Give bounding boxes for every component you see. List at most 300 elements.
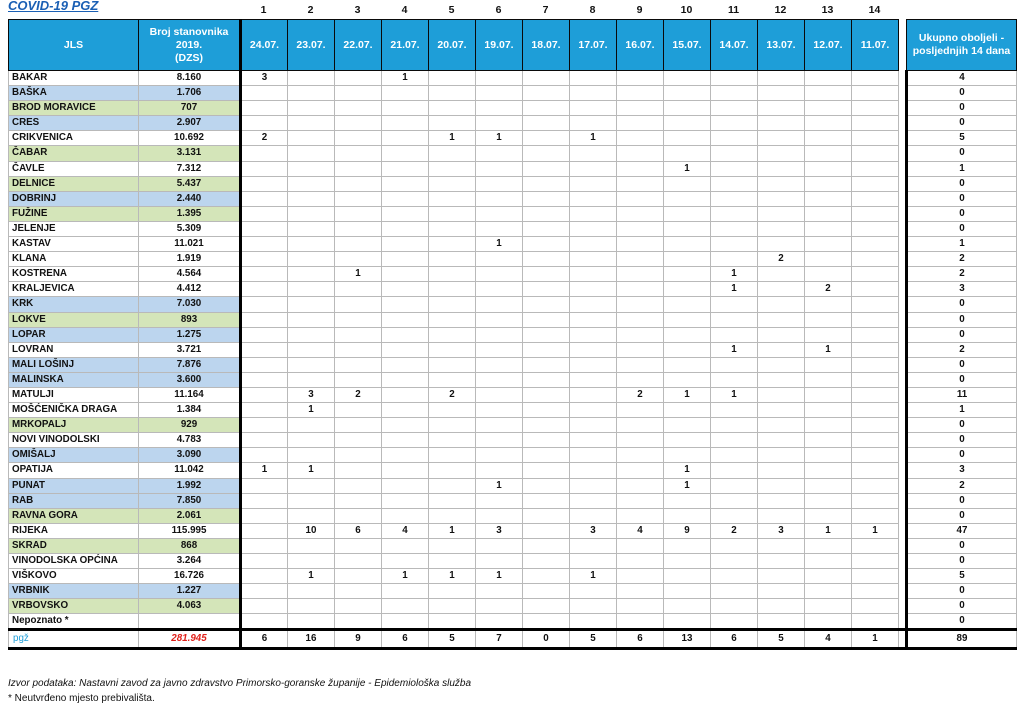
case-count-cell [758,176,805,191]
case-count-cell [852,538,899,553]
table-row [9,584,1017,599]
summary-count-cell: 6 [711,630,758,649]
case-count-cell [852,357,899,372]
total-cell: 0 [907,101,1017,116]
case-count-cell [523,584,570,599]
case-count-cell [805,418,852,433]
case-count-cell [570,71,617,86]
case-count-cell [476,418,523,433]
case-count-cell [617,237,664,252]
case-count-cell [382,478,429,493]
row-gap [899,463,907,478]
case-count-cell [476,252,523,267]
case-count-cell [476,86,523,101]
case-count-cell [711,161,758,176]
case-count-cell [758,614,805,630]
case-count-cell [805,297,852,312]
population-cell: 7.876 [139,357,241,372]
case-count-cell [429,463,476,478]
case-count-cell [664,614,711,630]
case-count-cell [241,191,288,206]
case-count-cell [335,71,382,86]
population-cell: 5.437 [139,176,241,191]
case-count-cell: 3 [758,523,805,538]
case-count-cell [664,569,711,584]
case-count-cell [241,357,288,372]
case-count-cell [805,554,852,569]
summary-count-cell: 13 [664,630,711,649]
case-count-cell [570,342,617,357]
case-count-cell [852,403,899,418]
population-cell: 868 [139,538,241,553]
case-count-cell [711,403,758,418]
case-count-cell [711,116,758,131]
row-gap [899,508,907,523]
case-count-cell [523,252,570,267]
row-gap [899,599,907,614]
case-count-cell [805,71,852,86]
summary-count-cell: 6 [241,630,288,649]
case-count-cell [288,161,335,176]
case-count-cell [429,116,476,131]
case-count-cell [852,463,899,478]
case-count-cell [711,584,758,599]
case-count-cell [335,101,382,116]
case-count-cell [476,116,523,131]
population-cell: 1.992 [139,478,241,493]
municipality-name: KRALJEVICA [9,282,139,297]
case-count-cell [711,493,758,508]
case-count-cell: 3 [288,387,335,402]
case-count-cell [335,478,382,493]
population-cell: 11.164 [139,387,241,402]
table-row [9,297,1017,312]
summary-row [9,630,1017,649]
header-date: 19.07. [476,20,523,71]
case-count-cell [805,221,852,236]
total-cell: 3 [907,463,1017,478]
case-count-cell [617,191,664,206]
case-count-cell [664,191,711,206]
case-count-cell [382,584,429,599]
case-count-cell [758,418,805,433]
case-count-cell: 1 [288,403,335,418]
total-cell: 5 [907,569,1017,584]
case-count-cell [335,538,382,553]
case-count-cell [711,237,758,252]
case-count-cell [288,282,335,297]
total-cell: 0 [907,206,1017,221]
case-count-cell [664,267,711,282]
municipality-name: BAKAR [9,71,139,86]
table-row [9,146,1017,161]
column-number: 10 [680,4,693,16]
case-count-cell [570,403,617,418]
table-row [9,614,1017,630]
case-count-cell [617,146,664,161]
case-count-cell [335,463,382,478]
case-count-cell [852,71,899,86]
case-count-cell [429,448,476,463]
case-count-cell [711,86,758,101]
case-count-cell [382,161,429,176]
case-count-cell: 1 [476,131,523,146]
municipality-name: BROD MORAVICE [9,101,139,116]
population-cell: 4.783 [139,433,241,448]
summary-count-cell: 4 [805,630,852,649]
population-cell: 7.312 [139,161,241,176]
case-count-cell [852,116,899,131]
case-count-cell [382,372,429,387]
municipality-name: RIJEKA [9,523,139,538]
municipality-name: FUŽINE [9,206,139,221]
total-cell: 0 [907,297,1017,312]
case-count-cell: 2 [429,387,476,402]
population-cell: 4.412 [139,282,241,297]
case-count-cell [758,403,805,418]
table-row [9,267,1017,282]
case-count-cell: 1 [664,463,711,478]
case-count-cell: 1 [570,569,617,584]
row-gap [899,116,907,131]
case-count-cell [570,101,617,116]
case-count-cell [758,554,805,569]
case-count-cell [570,538,617,553]
case-count-cell [288,116,335,131]
case-count-cell [664,86,711,101]
case-count-cell [805,176,852,191]
case-count-cell: 2 [805,282,852,297]
case-count-cell [617,116,664,131]
case-count-cell [617,101,664,116]
case-count-cell [476,463,523,478]
report-title[interactable]: COVID-19 PGZ [8,0,99,13]
summary-total: 89 [907,630,1017,649]
case-count-cell [805,403,852,418]
summary-count-cell: 16 [288,630,335,649]
case-count-cell [241,327,288,342]
row-gap [899,297,907,312]
case-count-cell [476,221,523,236]
case-count-cell [758,433,805,448]
case-count-cell [429,403,476,418]
header-date: 22.07. [335,20,382,71]
case-count-cell [429,191,476,206]
population-cell: 2.907 [139,116,241,131]
case-count-cell [523,538,570,553]
case-count-cell [758,342,805,357]
municipality-name: VIŠKOVO [9,569,139,584]
case-count-cell [711,146,758,161]
case-count-cell: 1 [288,463,335,478]
case-count-cell [570,161,617,176]
municipality-name: ČABAR [9,146,139,161]
case-count-cell [241,614,288,630]
case-count-cell [288,101,335,116]
case-count-cell [335,448,382,463]
column-number: 7 [542,4,549,16]
case-count-cell [711,191,758,206]
case-count-cell: 1 [711,342,758,357]
municipality-name: VRBOVSKO [9,599,139,614]
case-count-cell [382,448,429,463]
row-gap [899,71,907,86]
case-count-cell [805,387,852,402]
case-count-cell [335,161,382,176]
population-cell: 1.395 [139,206,241,221]
case-count-cell [476,327,523,342]
case-count-cell [382,327,429,342]
case-count-cell [429,327,476,342]
row-gap [899,493,907,508]
case-count-cell [382,463,429,478]
case-count-cell [570,146,617,161]
case-count-cell [711,569,758,584]
case-count-cell [570,116,617,131]
case-count-cell [711,448,758,463]
case-count-cell: 1 [711,282,758,297]
case-count-cell: 1 [335,267,382,282]
case-count-cell [288,342,335,357]
table-row [9,357,1017,372]
case-count-cell [241,599,288,614]
case-count-cell [335,176,382,191]
case-count-cell [664,146,711,161]
case-count-cell [664,327,711,342]
case-count-cell [758,538,805,553]
row-gap [899,161,907,176]
case-count-cell [335,312,382,327]
case-count-cell [429,312,476,327]
column-number: 8 [589,4,596,16]
case-count-cell [711,71,758,86]
table-row [9,282,1017,297]
case-count-cell [429,584,476,599]
case-count-cell [429,176,476,191]
case-count-cell [288,327,335,342]
case-count-cell [476,267,523,282]
case-count-cell [382,191,429,206]
case-count-cell [476,433,523,448]
total-cell: 0 [907,614,1017,630]
total-cell: 0 [907,221,1017,236]
case-count-cell [664,448,711,463]
case-count-cell [617,418,664,433]
case-count-cell [664,433,711,448]
case-count-cell [617,71,664,86]
case-count-cell [711,538,758,553]
case-count-cell [288,357,335,372]
case-count-cell: 2 [617,387,664,402]
table-row [9,523,1017,538]
case-count-cell [617,327,664,342]
total-cell: 0 [907,372,1017,387]
case-count-cell [664,584,711,599]
population-cell: 11.042 [139,463,241,478]
case-count-cell: 1 [288,569,335,584]
case-count-cell [476,342,523,357]
case-count-cell [523,478,570,493]
case-count-cell [805,508,852,523]
case-count-cell [852,614,899,630]
row-gap [899,282,907,297]
case-count-cell: 1 [476,569,523,584]
case-count-cell [852,86,899,101]
case-count-cell [241,569,288,584]
case-count-cell [429,372,476,387]
population-cell: 7.850 [139,493,241,508]
column-number: 6 [495,4,502,16]
case-count-cell [335,584,382,599]
case-count-cell [805,463,852,478]
case-count-cell [335,569,382,584]
case-count-cell [476,297,523,312]
case-count-cell [241,161,288,176]
population-cell: 115.995 [139,523,241,538]
case-count-cell [476,584,523,599]
population-cell: 5.309 [139,221,241,236]
case-count-cell [523,569,570,584]
summary-count-cell: 7 [476,630,523,649]
case-count-cell [758,599,805,614]
case-count-cell [241,221,288,236]
case-count-cell [288,252,335,267]
footnote: * Neutvrđeno mjesto prebivališta. [8,693,155,704]
case-count-cell [664,237,711,252]
header-date: 23.07. [288,20,335,71]
municipality-name: NOVI VINODOLSKI [9,433,139,448]
case-count-cell [335,297,382,312]
case-count-cell [429,161,476,176]
population-cell: 1.919 [139,252,241,267]
case-count-cell [570,614,617,630]
case-count-cell [570,206,617,221]
population-cell: 707 [139,101,241,116]
row-gap [899,387,907,402]
total-cell: 0 [907,538,1017,553]
population-cell: 3.721 [139,342,241,357]
case-count-cell [711,554,758,569]
case-count-cell [523,433,570,448]
header-date: 12.07. [805,20,852,71]
municipality-name: ČAVLE [9,161,139,176]
case-count-cell [241,312,288,327]
total-cell: 0 [907,508,1017,523]
case-count-cell: 4 [617,523,664,538]
summary-count-cell: 6 [382,630,429,649]
population-cell: 3.131 [139,146,241,161]
case-count-cell: 3 [570,523,617,538]
header-date: 14.07. [711,20,758,71]
case-count-cell [617,433,664,448]
case-count-cell [570,387,617,402]
case-count-cell [805,493,852,508]
case-count-cell [382,146,429,161]
case-count-cell [805,161,852,176]
case-count-cell [805,101,852,116]
case-count-cell [429,508,476,523]
case-count-cell [711,433,758,448]
municipality-name: MRKOPALJ [9,418,139,433]
row-gap [899,342,907,357]
case-count-cell [241,282,288,297]
total-cell: 0 [907,191,1017,206]
municipality-name: RAB [9,493,139,508]
population-cell: 1.706 [139,86,241,101]
case-count-cell [335,221,382,236]
header-date: 20.07. [429,20,476,71]
case-count-cell [523,101,570,116]
case-count-cell [523,327,570,342]
municipality-name: LOVRAN [9,342,139,357]
case-count-cell [429,221,476,236]
population-cell [139,614,241,630]
row-gap [899,86,907,101]
case-count-cell [288,221,335,236]
case-count-cell [570,584,617,599]
case-count-cell [241,297,288,312]
case-count-cell [382,493,429,508]
case-count-cell [288,206,335,221]
case-count-cell [805,599,852,614]
summary-count-cell: 5 [570,630,617,649]
summary-count-cell: 0 [523,630,570,649]
summary-population: 281.945 [139,630,241,649]
case-count-cell [335,131,382,146]
total-cell: 0 [907,327,1017,342]
row-gap [899,206,907,221]
table-row [9,312,1017,327]
case-count-cell: 1 [570,131,617,146]
case-count-cell [288,584,335,599]
case-count-cell [852,387,899,402]
case-count-cell [382,206,429,221]
case-count-cell [335,282,382,297]
case-count-cell [852,448,899,463]
row-gap [899,448,907,463]
case-count-cell [523,131,570,146]
header-date: 21.07. [382,20,429,71]
case-count-cell [523,523,570,538]
table-row [9,71,1017,86]
case-count-cell [664,418,711,433]
case-count-cell [570,448,617,463]
case-count-cell [711,221,758,236]
case-count-cell [241,237,288,252]
header-population: Broj stanovnika 2019. (DZS) [139,20,241,71]
case-count-cell: 1 [664,161,711,176]
case-count-cell [852,176,899,191]
total-cell: 0 [907,146,1017,161]
case-count-cell: 6 [335,523,382,538]
table-row [9,599,1017,614]
case-count-cell [382,131,429,146]
case-count-cell [664,116,711,131]
table-row [9,433,1017,448]
case-count-cell [476,357,523,372]
case-count-cell: 2 [711,523,758,538]
case-count-cell [570,554,617,569]
case-count-cell [711,599,758,614]
case-count-cell [429,282,476,297]
row-gap [899,252,907,267]
case-count-cell: 2 [335,387,382,402]
municipality-name: JELENJE [9,221,139,236]
total-cell: 0 [907,357,1017,372]
case-count-cell [805,131,852,146]
case-count-cell [805,538,852,553]
population-cell: 3.264 [139,554,241,569]
